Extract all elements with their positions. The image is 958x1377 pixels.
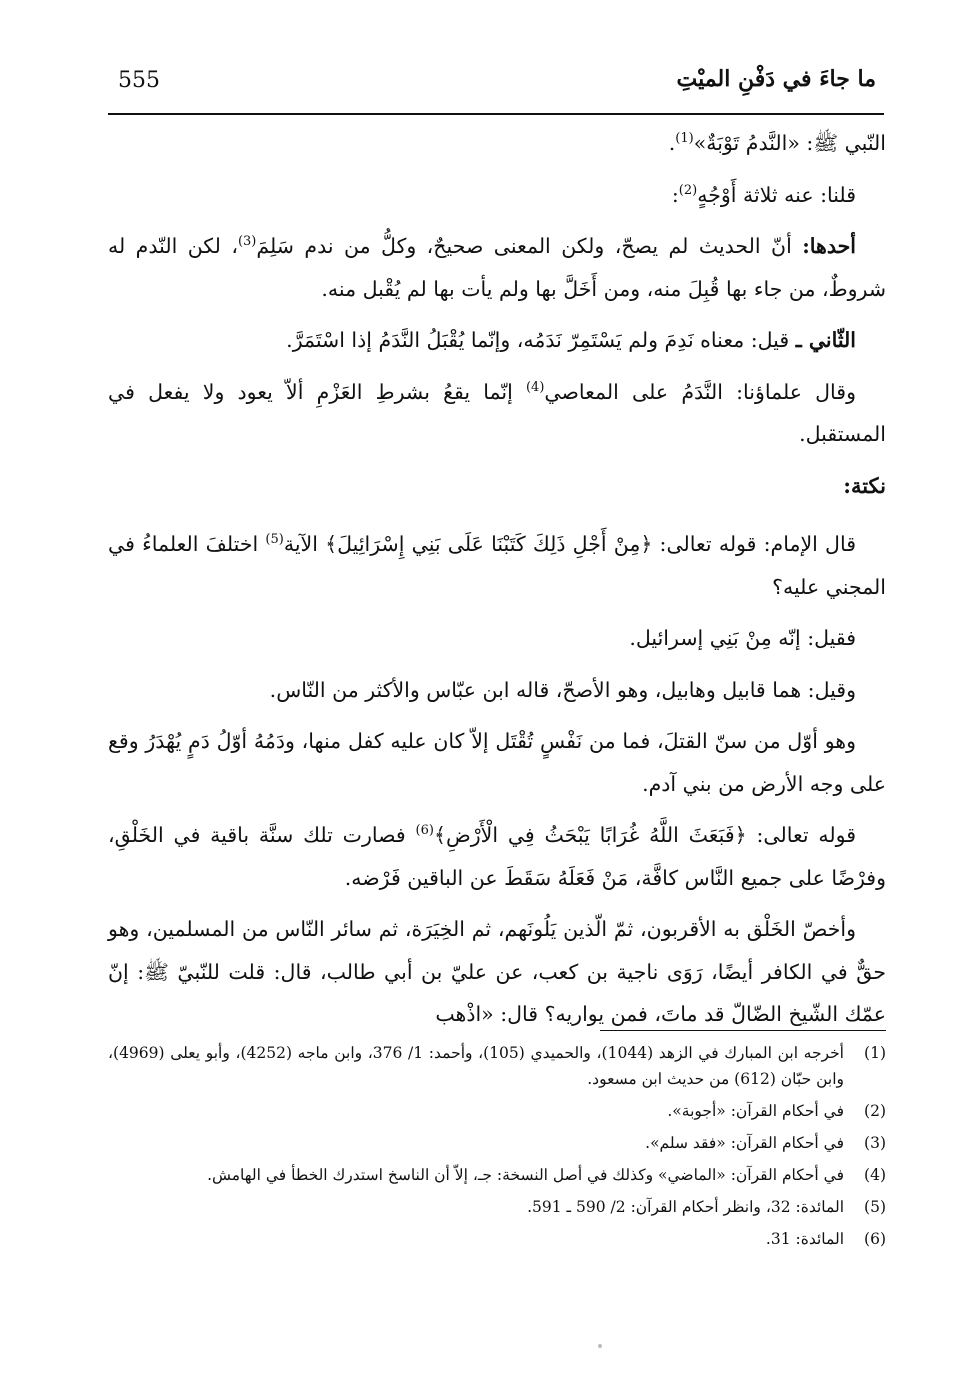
footnote [108, 1098, 886, 1124]
main-text [108, 122, 886, 1045]
paragraph-2: قلنا: عنه ثلاثة أَوْجُهٍ$^{(2)}$: [671, 182, 856, 207]
section-heading: نكتة: [843, 472, 886, 498]
footnote-ref-5: (5) [265, 532, 284, 548]
footnote-text: أخرجه ابن المبارك في الزهد (1044)، والحميدي (105)، وأحمد: 1/ 376، وابن ماجه (4252)، وأبو يعلى (4969)، وابن حبّان (612) من حديث ابن مسعود. [108, 1044, 844, 1088]
footnote-text: المائدة: 31. [765, 1230, 844, 1248]
paragraph-10: قوله تعالى: ﴿فَبَعَثَ اللَّهُ غُرَابًا يَبْحَثُ فِي الْأَرْضِ﴾$^{(6)}$ فصارت تلك سنَّة باقية في الخَلْقِ، وفرْضًا على جميع النَّاس كافَّة، مَنْ فَعَلَهُ سَقَطَ عن الباقين فَرْضه. [108, 823, 886, 890]
paragraph-1: النّبي ﷺ: «النَّدمُ تَوْبَةٌ»$^{(1)}$. [668, 131, 886, 155]
paragraph-5: وقال علماؤنا: النَّدَمُ على المعاصي$^{(4)}$ إنّما يقعُ بشرطِ العَزْمِ ألاّ يعود ولا يفعل في المستقبل. [108, 379, 886, 446]
footnote-rule [600, 1030, 886, 1031]
footnote-number: (2) [864, 1102, 886, 1120]
lead-word: الثّاني ـ [795, 328, 856, 352]
paragraph-9: وهو أوّل من سنّ القتلَ، فما من نَفْسٍ تُقْتَل إلاّ كان عليه كفل منها، ودَمُهُ أوّلُ دَمٍ يُهْدَرُ وقع على وجه الأرض من بني آدم. [108, 729, 886, 796]
footnote [108, 1130, 886, 1156]
paragraph-3: أحدها: أنّ الحديث لم يصحّ، ولكن المعنى صحيحٌ، وكلُّ من ندم سَلِمَ$^{(3)}$، لكن النّدم له شروطٌ، من جاء بها قُبِلَ منه، ومن أَخَلَّ بها ولم يأت بها لم يُقْبل منه. [108, 234, 886, 301]
running-header [108, 60, 876, 108]
paragraph-7: فقيل: إنّه مِنْ بَنِي إسرائيل. [629, 626, 856, 650]
footnote-ref-1: (1) [675, 131, 694, 147]
scan-speck [598, 1344, 602, 1348]
paragraph-6: قال الإمام: قوله تعالى: ﴿مِنْ أَجْلِ ذَلِكَ كَتَبْنَا عَلَى بَنِي إِسْرَائِيلَ﴾ الآية$^{(5)}$ اختلفَ العلماءُ في المجني عليه؟ [108, 532, 886, 599]
footnote-number: (6) [864, 1230, 886, 1248]
footnote-number: (3) [864, 1134, 886, 1152]
lead-word: أحدها: [802, 234, 856, 258]
footnote-number: (1) [864, 1044, 886, 1062]
footnote-ref-2: (2) [678, 182, 698, 198]
page-number: 555 [118, 68, 160, 93]
header-rule [108, 113, 884, 115]
paragraph-11: وأخصّ الخَلْق به الأقربون، ثمّ الّذين يَلُونَهم، ثم الخِيَرَة، ثم سائر النّاس من المسلمين، وهو حقٌّ في الكافر أيضًا، رَوَى ناجية بن كعب، عن عليّ بن أبي طالب، قال: قلت للنّبيّ ﷺ: إنّ عمّك الشّيخ الضّالّ قد ماتَ، فمن يواريه؟ قال: «اذْهب [108, 917, 886, 1026]
footnote-text: في أحكام القرآن: «أجوبة». [667, 1102, 844, 1120]
footnote-number: (4) [864, 1166, 886, 1184]
footnote [108, 1040, 886, 1092]
footnote [108, 1226, 886, 1252]
paragraph-8: وقيل: هما قابيل وهابيل، وهو الأصحّ، قاله ابن عبّاس والأكثر من النّاس. [269, 677, 856, 702]
footnote [108, 1194, 886, 1220]
footnote-ref-6: (6) [415, 823, 434, 839]
footnotes [108, 1040, 886, 1258]
running-title: ما جاءَ في دَفْنِ الميْتِ [676, 66, 876, 92]
footnote-ref-3: (3) [237, 234, 257, 250]
paragraph-4: الثّاني ـ قيل: معناه نَدِمَ ولم يَسْتَمِرّ نَدَمُه، وإنّما يُقْبَلُ النَّدَمُ إذا اسْتَمَرَّ. [286, 328, 856, 352]
footnote-number: (5) [864, 1198, 886, 1216]
footnote-text: في أحكام القرآن: «فقد سلم». [645, 1134, 844, 1152]
footnote-text: في أحكام القرآن: «الماضي» وكذلك في أصل النسخة: جـ، إلاّ أن الناسخ استدرك الخطأ في الهامش. [207, 1166, 844, 1184]
footnote-text: المائدة: 32، وانظر أحكام القرآن: 2/ 590 ـ 591. [527, 1198, 844, 1216]
footnote-ref-4: (4) [525, 379, 545, 395]
footnote [108, 1162, 886, 1188]
